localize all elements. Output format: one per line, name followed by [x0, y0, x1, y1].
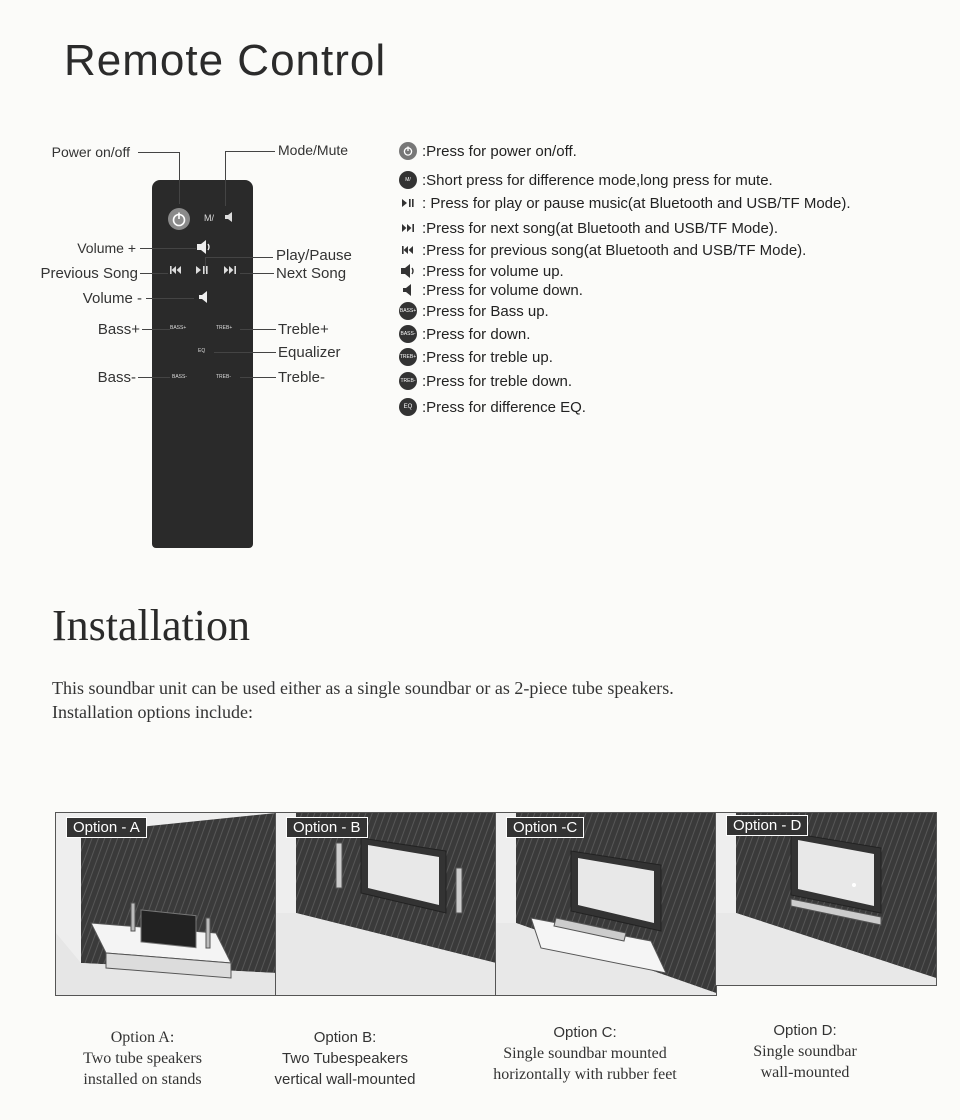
legend-row-eq	[398, 397, 586, 417]
legend-row-volume-down	[398, 280, 583, 300]
label-volume-up: Volume +	[77, 240, 136, 256]
legend-text: :Press for treble up.	[422, 348, 553, 366]
eq-button-label: EQ	[198, 348, 206, 354]
legend-text: :Press for volume down.	[422, 281, 583, 299]
power-icon	[168, 208, 190, 230]
legend-text: :Press for treble down.	[422, 372, 573, 390]
label-treble-down: Treble-	[278, 369, 325, 386]
bass-down-button-label: BASS-	[172, 374, 188, 380]
power-icon	[398, 141, 418, 161]
eq-icon: EQ	[398, 397, 418, 417]
caption-title: Option C:	[553, 1024, 617, 1041]
treble-down-icon: TREB-	[398, 371, 418, 391]
legend-row-power	[398, 141, 577, 161]
legend-text: : Press for play or pause music(at Bluetooth and USB/TF Mode).	[422, 194, 851, 212]
treble-down-button-label: TREB-	[216, 374, 231, 380]
caption-line: installed on stands	[83, 1071, 202, 1088]
caption-line: vertical wall-mounted	[274, 1071, 416, 1088]
option-b-illustration	[275, 812, 497, 996]
bass-up-icon: BASS+	[398, 301, 418, 321]
label-volume-down: Volume -	[82, 290, 142, 307]
legend-text: :Press for volume up.	[422, 262, 564, 280]
caption-line: Two Tubespeakers	[282, 1050, 408, 1067]
bass-down-icon: BASS-	[398, 324, 418, 344]
treble-up-icon: TREB+	[398, 347, 418, 367]
mode-button-label: M/	[204, 213, 214, 223]
legend-text: :Press for Bass up.	[422, 302, 549, 320]
legend-row-volume-up	[398, 261, 564, 281]
legend-text: :Press for down.	[422, 325, 531, 343]
label-mode-mute: Mode/Mute	[278, 142, 349, 158]
legend-row-bass-up	[398, 301, 549, 321]
label-equalizer: Equalizer	[278, 344, 341, 361]
volume-up-icon	[196, 240, 212, 256]
intro-line-2: Installation options include:	[52, 702, 253, 722]
caption-title: Option D:	[773, 1022, 837, 1039]
label-next-song: Next Song	[276, 265, 347, 282]
option-c-illustration	[495, 812, 717, 996]
treble-up-button-label: TREB+	[216, 325, 233, 331]
legend-row-treble-up	[398, 347, 553, 367]
legend-row-bass-down	[398, 324, 530, 344]
caption-line: horizontally with rubber feet	[493, 1066, 677, 1083]
label-bass-down: Bass-	[97, 369, 136, 386]
caption-option-b	[255, 1027, 435, 1090]
caption-title: Option B:	[313, 1029, 377, 1046]
option-tag: Option -C	[506, 817, 584, 838]
intro-line-1: This soundbar unit can be used either as a single soundbar or as 2-piece tube speakers.	[52, 678, 674, 698]
next-icon	[398, 218, 418, 238]
next-icon	[224, 266, 236, 276]
caption-line: wall-mounted	[760, 1064, 850, 1081]
label-bass-up: Bass+	[97, 321, 140, 338]
caption-option-c	[470, 1022, 700, 1085]
legend-row-treble-down	[398, 371, 572, 391]
legend-text: :Press for power on/off.	[422, 142, 577, 160]
previous-icon	[398, 240, 418, 260]
legend-text: :Press for difference EQ.	[422, 398, 586, 416]
volume-down-icon	[198, 291, 210, 305]
caption-option-a	[55, 1027, 230, 1090]
legend-row-play-pause	[398, 193, 851, 213]
legend-row-mode-mute	[398, 170, 773, 190]
option-tag: Option - A	[66, 817, 147, 838]
caption-line: Single soundbar mounted	[503, 1045, 667, 1062]
option-d-illustration	[715, 812, 937, 986]
option-tag: Option - D	[726, 815, 808, 836]
page-title: Remote Control	[64, 36, 387, 85]
caption-title: Option A:	[110, 1029, 175, 1046]
caption-option-d	[715, 1020, 895, 1083]
mode-mute-icon: M/	[398, 170, 418, 190]
previous-icon	[170, 266, 182, 276]
play-pause-icon	[398, 193, 418, 213]
legend-text: :Press for previous song(at Bluetooth and USB/TF Mode).	[422, 241, 807, 259]
mute-icon	[224, 211, 236, 225]
legend-text: :Press for next song(at Bluetooth and USB/TF Mode).	[422, 219, 779, 237]
label-treble-up: Treble+	[278, 321, 329, 338]
remote-control-illustration	[152, 180, 253, 548]
label-previous-song: Previous Song	[40, 265, 138, 282]
play-pause-icon	[196, 266, 208, 276]
volume-up-icon	[398, 261, 418, 281]
label-power: Power on/off	[51, 144, 130, 160]
section-title: Installation	[52, 601, 250, 650]
option-tag: Option - B	[286, 817, 368, 838]
legend-row-previous	[398, 240, 806, 260]
bass-up-button-label: BASS+	[170, 325, 187, 331]
label-play-pause: Play/Pause	[276, 247, 352, 264]
volume-down-icon	[398, 280, 418, 300]
caption-line: Single soundbar	[753, 1043, 857, 1060]
legend-text: :Short press for difference mode,long press for mute.	[422, 171, 773, 189]
caption-line: Two tube speakers	[83, 1050, 202, 1067]
option-a-illustration	[55, 812, 277, 996]
legend-row-next	[398, 218, 778, 238]
